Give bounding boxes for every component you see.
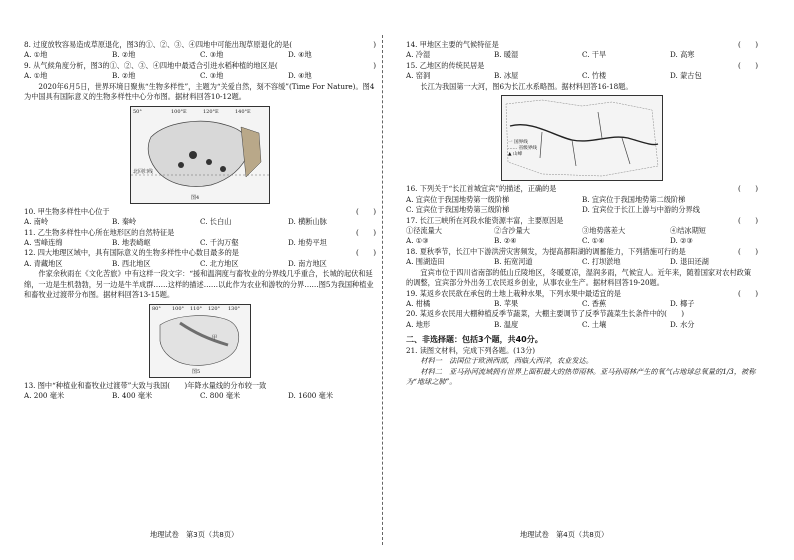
option: D. 横断山脉 [288, 217, 327, 227]
option: C. ③地 [200, 71, 224, 81]
legend-item: …… 省级界线 [508, 146, 538, 152]
question-10-options [24, 217, 376, 227]
map-label: 110° [190, 305, 203, 312]
option: D. ④地 [288, 71, 312, 81]
question-18-options [406, 257, 758, 267]
option: D. ④地 [288, 50, 312, 60]
question-19-options [406, 299, 758, 309]
material-1: 材料一 法国位于欧洲西部，西临大西洋，农业发达。 [420, 356, 593, 366]
option: C. 千沟万壑 [200, 237, 239, 247]
question-14: 14. 甲地区主要的气候特征是 ( ) [406, 40, 758, 49]
question-16-options [406, 205, 758, 215]
statement: ①径流量大 [406, 225, 442, 235]
column-divider [382, 35, 383, 545]
question-17-statements [406, 226, 758, 236]
yangtze-river-map [502, 96, 662, 180]
option: C. 打坝淤地 [582, 257, 621, 267]
question-8-options [24, 50, 376, 60]
option: A. ①地 [24, 71, 48, 81]
page-footer: 地理试卷 第4页（共8页） [520, 530, 609, 539]
map-label: 100° [172, 305, 185, 312]
question-11: 11. 乙生物多样性中心所在地形区的自然特征是 ( ) [24, 227, 376, 237]
question-13-options [24, 391, 376, 401]
statement: ③地势落差大 [582, 225, 626, 235]
option: B. 温度 [494, 319, 519, 329]
option: A. 南岭 [24, 217, 49, 227]
map-label: 北回归线 [133, 168, 154, 175]
page-footer: 地理试卷 第3页（共8页） [150, 530, 239, 539]
question-17-options [406, 236, 758, 246]
map-label: 120°E [203, 108, 219, 115]
option: C. ①④ [582, 236, 605, 246]
map-label: 80° [152, 305, 161, 312]
option: A. 地形 [406, 319, 431, 329]
option: D. 水分 [670, 319, 695, 329]
option: B. 拓宽河道 [494, 257, 533, 267]
section-heading: 二、非选择题：包括3个题，共40分。 [406, 335, 543, 345]
map-label: 130° [228, 305, 241, 312]
option: B. ②地 [112, 71, 136, 81]
option: B. 暖湿 [494, 50, 519, 60]
option: C. 长白山 [200, 217, 232, 227]
question-16: 16. 下列关于“长江首城宜宾”的描述，正确的是 ( ) [406, 184, 758, 194]
legend-item: 一 国界线 [508, 140, 528, 146]
option: C. 干旱 [582, 50, 607, 60]
question-17: 17. 长江三峡所在河段水能资源丰富，主要原因是 ( ) [406, 215, 758, 225]
option: A. 柑橘 [406, 299, 431, 308]
option: D. 地势平坦 [288, 237, 327, 247]
question-15-options [406, 71, 758, 81]
option: A. ①地 [24, 50, 48, 60]
option: D. 蒙古包 [670, 71, 702, 81]
map-label: 140°E [235, 108, 251, 115]
option: B. 苹果 [494, 299, 519, 308]
option: A. 冷湿 [406, 50, 431, 60]
question-19: 19. 某返乡农民欲在承包的土地上栽种水果，下列水果中最适宜的是 ( ) [406, 288, 758, 298]
question-20: 20. 某返乡农民用大棚种植反季节蔬菜，大棚主要调节了反季节蔬菜生长条件中的( ) [406, 309, 685, 319]
figure-5-map [149, 304, 251, 378]
option: A. 窑洞 [406, 71, 431, 81]
option: D. 高寒 [670, 50, 695, 60]
question-21: 21. 读图文材料，完成下列各题。(13分) [406, 345, 536, 355]
question-13: 13. 图中“种植业和畜牧业过渡带”大致与我国( )年降水量线的分布较一致 [24, 380, 267, 390]
right-column [406, 40, 758, 388]
option: B. 地表崎岖 [112, 237, 151, 247]
question-8: 8. 过度放牧容易造成草原退化，图3的①、②、③、④四地中可能出现草原退化的是( ) [24, 40, 376, 49]
option: D. 1600 毫米 [288, 391, 334, 400]
option: B. 冰屋 [494, 71, 519, 81]
question-9: 9. 从气候角度分析，图3的①、②、③、④四地中最适合引进水稻种植的地区是( ) [24, 60, 376, 70]
option: B. 400 毫米 [112, 391, 153, 400]
option: C. 宜宾位于我国地势第三级阶梯 [406, 205, 510, 215]
option: C. 香蕉 [582, 299, 607, 308]
option: B. 西北地区 [112, 258, 151, 268]
question-10: 10. 甲生物多样性中心位于 ( ) [24, 206, 376, 216]
option: C. ③地 [200, 50, 224, 60]
map-label: 100°E [171, 108, 187, 115]
map-label: 甲 [212, 334, 218, 341]
question-14-options [406, 50, 758, 60]
option: A. ①③ [406, 236, 429, 246]
intro-paragraph: 作家余秋雨在《文化苦旅》中有这样一段文字：“援和温润度与畜牧业的分界线几乎重合，长城的起伏和延绵，一边是生机勃勃，另一边是牛羊成群……这样的描述……以此作为农业和游牧的分界……图5为我国种植业和畜牧业过渡带分布图。据材料回答13-15题。 [24, 269, 374, 300]
option: D. 南方地区 [288, 258, 327, 268]
option: D. 宜宾位于长江上游与中游的分界线 [582, 205, 700, 215]
option: A. 围湖造田 [406, 257, 445, 267]
figure-caption: 图4 [191, 194, 200, 201]
legend-item: ▲ 山峰 [508, 152, 523, 158]
option: B. ②地 [112, 50, 136, 60]
option: D. ②③ [670, 236, 693, 246]
china-biodiversity-map [131, 107, 269, 203]
option: C. 北方地区 [200, 258, 239, 268]
question-20-options [406, 320, 758, 330]
option: A. 雪峰连绵 [24, 237, 63, 247]
question-11-options [24, 238, 376, 248]
question-15: 15. 乙地区的传统民居是 ( ) [406, 60, 758, 70]
map-label: 50° [133, 108, 142, 115]
intro-paragraph: 宜宾市位于四川省南部的低山丘陵地区，冬暖夏凉，湿润多雨，气候宜人。近年来，随着国家对农村政策的调整，宜宾部分外出务工农民返乡创业，从事农业生产。据材料回答19-20题。 [406, 267, 752, 288]
option: C. 竹楼 [582, 71, 607, 81]
option: B. 秦岭 [112, 217, 137, 227]
statement: ②含沙量大 [494, 225, 530, 235]
material-2: 材料二 亚马孙河流域拥有世界上面积最大的热带雨林。亚马孙雨林产生的氧气占地球总氧量的1/3，被称为“地球之肺”。 [406, 366, 756, 387]
question-12: 12. 四大地理区域中，具有国际意义的生物多样性中心数目最多的是 ( ) [24, 248, 376, 258]
option: A. 宜宾位于我国地势第一级阶梯 [406, 194, 510, 204]
option: D. 椰子 [670, 299, 695, 308]
map-label: 120° [208, 305, 221, 312]
statement: ④结冰期短 [670, 225, 706, 235]
option: C. 800 毫米 [200, 391, 241, 400]
left-column [24, 40, 376, 401]
option: B. 宜宾位于我国地势第二级阶梯 [582, 194, 686, 204]
question-9-options [24, 71, 376, 81]
question-16-options [406, 195, 758, 205]
figure-caption: 图5 [192, 368, 201, 375]
option: D. 退田还湖 [670, 257, 709, 267]
figure-4-map [130, 106, 270, 204]
option: B. ②④ [494, 236, 517, 246]
option: A. 青藏地区 [24, 258, 63, 268]
question-18: 18. 夏秋季节，长江中下游洪涝灾害频发，为提高都阳湖的调蓄能力，下列措施可行的是 ( ) [406, 246, 758, 256]
figure-6-yangtze-map [501, 95, 663, 181]
option: A. 200 毫米 [24, 391, 65, 400]
option: C. 土壤 [582, 319, 607, 329]
transition-zone-map [150, 305, 250, 377]
intro-paragraph: 2020年6月5日，世界环境日聚焦“生物多样性”，主题为“关爱自然，刻不容缓”(Time For Nature)。图4为中国具有国际意义的生物多样性中心分布图。据材料回答10-12题。 [24, 81, 375, 102]
question-12-options [24, 259, 376, 269]
intro-paragraph: 长江为我国第一大河，图6为长江水系略图。据材料回答16-18题。 [420, 81, 633, 91]
